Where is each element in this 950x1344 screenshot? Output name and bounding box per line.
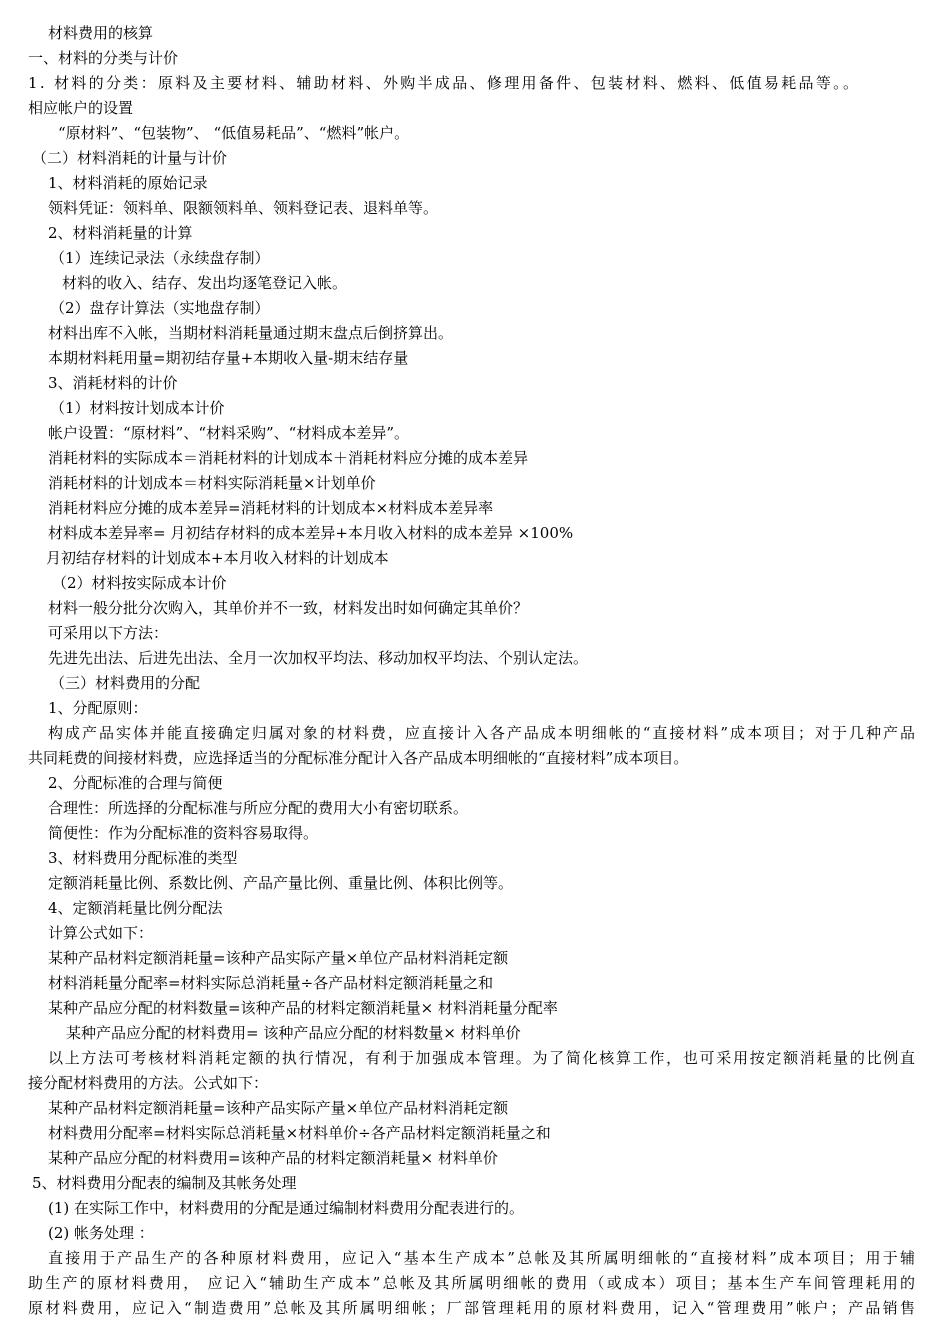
text-line: 材料费用分配率=材料实际总消耗量×材料单价÷各产品材料定额消耗量之和 <box>48 1124 551 1142</box>
text-line: 材料费用的核算 <box>48 24 154 42</box>
text-line: 共同耗费的间接材料费，应选择适当的分配标准分配计入各产品成本明细帐的“直接材料”成本项目。 <box>28 749 689 767</box>
text-line: 消耗材料的实际成本＝消耗材料的计划成本＋消耗材料应分摊的成本差异 <box>48 449 529 467</box>
text-line: 接分配材料费用的方法。公式如下： <box>28 1074 269 1092</box>
text-line: (2) 帐务处理 ： <box>48 1224 154 1242</box>
text-line: 3、材料费用分配标准的类型 <box>48 849 238 867</box>
text-line: 材料的收入、结存、发出均逐笔登记入帐。 <box>62 274 348 292</box>
text-line: 材料成本差异率= 月初结存材料的成本差异+本月收入材料的成本差异 ×100% <box>48 524 574 542</box>
text-line: 构成产品实体并能直接确定归属对象的材料费，应直接计入各产品成本明细帐的“直接材料”成本项目；对于几种产品 <box>48 724 917 742</box>
text-line: 某种产品应分配的材料费用=该种产品的材料定额消耗量× 材料单价 <box>48 1149 498 1167</box>
text-line: 2、分配标准的合理与简便 <box>48 774 223 792</box>
text-line: 直接用于产品生产的各种原材料费用，应记入“基本生产成本”总帐及其所属明细帐的“直接材料”成本项目；用于辅 <box>48 1249 918 1267</box>
text-line: 合理性：所选择的分配标准与所应分配的费用大小有密切联系。 <box>48 799 469 817</box>
text-line: 帐户设置：“原材料”、“材料采购”、“材料成本差异”。 <box>48 424 410 442</box>
text-line: （2）材料按实际成本计价 <box>52 574 227 592</box>
text-line: 先进先出法、后进先出法、全月一次加权平均法、移动加权平均法、个别认定法。 <box>48 649 589 667</box>
text-line: （2）盘存计算法（实地盘存制） <box>50 299 270 317</box>
text-line: 简便性：作为分配标准的资料容易取得。 <box>48 824 319 842</box>
text-line: 某种产品材料定额消耗量=该种产品实际产量×单位产品材料消耗定额 <box>48 949 509 967</box>
text-line: 1、分配原则： <box>48 699 148 717</box>
text-line: “原材料”、“包装物”、 “低值易耗品”、“燃料”帐户。 <box>58 124 410 142</box>
text-line: 2、材料消耗量的计算 <box>48 224 193 242</box>
text-line: 5、材料费用分配表的编制及其帐务处理 <box>32 1174 297 1192</box>
text-line: （1）连续记录法（永续盘存制） <box>50 249 270 267</box>
text-line: 原材料费用，应记入“制造费用”总帐及其所属明细帐；厂部管理耗用的原材料费用，记入“管理费用”帐户；产品销售 <box>28 1299 918 1317</box>
text-line: 某种产品应分配的材料费用= 该种产品应分配的材料数量× 材料单价 <box>66 1024 521 1042</box>
text-line: 3、消耗材料的计价 <box>48 374 178 392</box>
text-line: 定额消耗量比例、系数比例、产品产量比例、重量比例、体积比例等。 <box>48 874 514 892</box>
text-line: 可采用以下方法： <box>48 624 169 642</box>
text-line: 材料一般分批分次购入，其单价并不一致，材料发出时如何确定其单价？ <box>48 599 529 617</box>
text-line: 1、材料消耗的原始记录 <box>48 174 208 192</box>
text-line: 材料出库不入帐，当期材料消耗量通过期末盘点后倒挤算出。 <box>48 324 454 342</box>
text-line: （1）材料按计划成本计价 <box>50 399 225 417</box>
text-line: 一、材料的分类与计价 <box>28 49 179 67</box>
text-line: 某种产品材料定额消耗量=该种产品实际产量×单位产品材料消耗定额 <box>48 1099 509 1117</box>
text-line: 月初结存材料的计划成本+本月收入材料的计划成本 <box>46 549 389 567</box>
text-line: 某种产品应分配的材料数量=该种产品的材料定额消耗量× 材料消耗量分配率 <box>48 999 558 1017</box>
text-line: 以上方法可考核材料消耗定额的执行情况，有利于加强成本管理。为了简化核算工作，也可采用按定额消耗量的比例直 <box>48 1049 917 1067</box>
text-line: 领料凭证：领料单、限额领料单、领料登记表、退料单等。 <box>48 199 439 217</box>
text-line: （三）材料费用的分配 <box>50 674 201 692</box>
text-line: 1. 材料的分类：原料及主要材料、辅助材料、外购半成品、修理用备件、包装材料、燃料、低值易耗品等。。 <box>28 74 861 92</box>
text-line: 本期材料耗用量=期初结存量+本期收入量-期末结存量 <box>48 349 409 367</box>
text-line: 4、定额消耗量比例分配法 <box>48 899 223 917</box>
text-line: (1) 在实际工作中，材料费用的分配是通过编制材料费用分配表进行的。 <box>48 1199 525 1217</box>
text-line: 消耗材料应分摊的成本差异=消耗材料的计划成本×材料成本差异率 <box>48 499 494 517</box>
text-line: 材料消耗量分配率=材料实际总消耗量÷各产品材料定额消耗量之和 <box>48 974 494 992</box>
text-line: 助生产的原材料费用， 应记入“辅助生产成本”总帐及其所属明细帐的费用（或成本）项目；基本生产车间管理耗用的 <box>28 1274 918 1292</box>
text-line: 计算公式如下： <box>48 924 154 942</box>
text-line: 相应帐户的设置 <box>28 99 134 117</box>
text-line: 消耗材料的计划成本＝材料实际消耗量×计划单价 <box>48 474 376 492</box>
text-line: （二）材料消耗的计量与计价 <box>32 149 228 167</box>
